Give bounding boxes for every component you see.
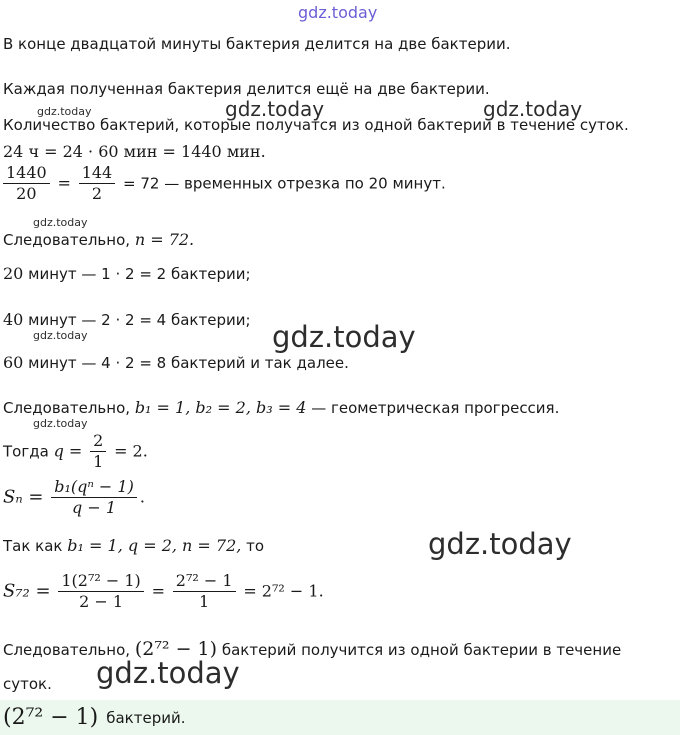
n-value-line: Следовательно, n = 72. bbox=[3, 230, 195, 249]
answer-text: бактерий. bbox=[106, 708, 186, 727]
solution-line-2: Каждая полученная бактерия делится ещё на две бактерии. bbox=[3, 80, 490, 98]
answer-math: (2⁷² − 1) bbox=[3, 705, 99, 730]
watermark: gdz.today bbox=[96, 656, 240, 690]
solution-line-1: В конце двадцатой минуты бактерия делится на две бактерии. bbox=[3, 35, 511, 53]
watermark: gdz.today bbox=[37, 105, 92, 118]
watermark: gdz.today bbox=[428, 527, 572, 561]
solution-line-3: Количество бактерий, которые получатся из одной бактерии в течение суток. bbox=[3, 116, 629, 134]
watermark: gdz.today bbox=[33, 329, 88, 342]
step-40-minutes: 40 минут — 2 · 2 = 4 бактерии; bbox=[3, 310, 251, 329]
conclusion-line: Следовательно, (2⁷² − 1) бактерий получится из одной бактерии в течение bbox=[3, 638, 622, 660]
fraction-1440-20: $\frac{1440}{20}$ bbox=[3, 164, 50, 204]
intervals-equation: $\frac{1440}{20}$ = $\frac{144}{2}$ = 72 — временных отрезка по 20 минут. bbox=[3, 164, 446, 204]
sum-72-calculation: S₇₂ = $\frac{\text{1(2⁷² − 1)}}{2 - 1}$ = $\frac{\text{2⁷² − 1}}{1}$ = 2⁷² − 1. bbox=[3, 571, 324, 612]
fraction-sum-2: $\frac{\text{2⁷² − 1}}{1}$ bbox=[173, 572, 236, 612]
fraction-144-2: $\frac{144}{2}$ bbox=[79, 164, 116, 204]
sum-formula: Sₙ = $\frac{\text{b₁(qⁿ − 1)}}{q - 1}$ . bbox=[3, 477, 145, 518]
fraction-sum-1: $\frac{\text{1(2⁷² − 1)}}{2 - 1}$ bbox=[58, 572, 143, 612]
step-20-minutes: 20 минут — 1 · 2 = 2 бактерии; bbox=[3, 264, 251, 283]
conclusion-line-end: суток. bbox=[3, 675, 52, 693]
ratio-line: Тогда q = $\frac{2}{1}$ = 2. bbox=[3, 431, 148, 472]
time-conversion: 24 ч = 24 · 60 мин = 1440 мин. bbox=[3, 142, 266, 161]
fraction-2-1: $\frac{2}{1}$ bbox=[90, 432, 106, 472]
watermark: gdz.today bbox=[483, 97, 583, 121]
answer-box bbox=[0, 700, 680, 735]
watermark: gdz.today bbox=[225, 97, 325, 121]
watermark: gdz.today bbox=[272, 320, 416, 354]
watermark: gdz.today bbox=[33, 417, 88, 430]
watermark-top: gdz.today bbox=[298, 3, 378, 22]
sum-formula-fraction: $\frac{\text{b₁(qⁿ − 1)}}{q - 1}$ bbox=[51, 478, 137, 518]
given-values-line: Так как b₁ = 1, q = 2, n = 72, то bbox=[3, 536, 265, 555]
step-60-minutes: 60 минут — 4 · 2 = 8 бактерий и так далее. bbox=[3, 353, 349, 372]
watermark: gdz.today bbox=[33, 216, 88, 229]
progression-line: Следовательно, b₁ = 1, b₂ = 2, b₃ = 4 — геометрическая прогрессия. bbox=[3, 398, 560, 417]
